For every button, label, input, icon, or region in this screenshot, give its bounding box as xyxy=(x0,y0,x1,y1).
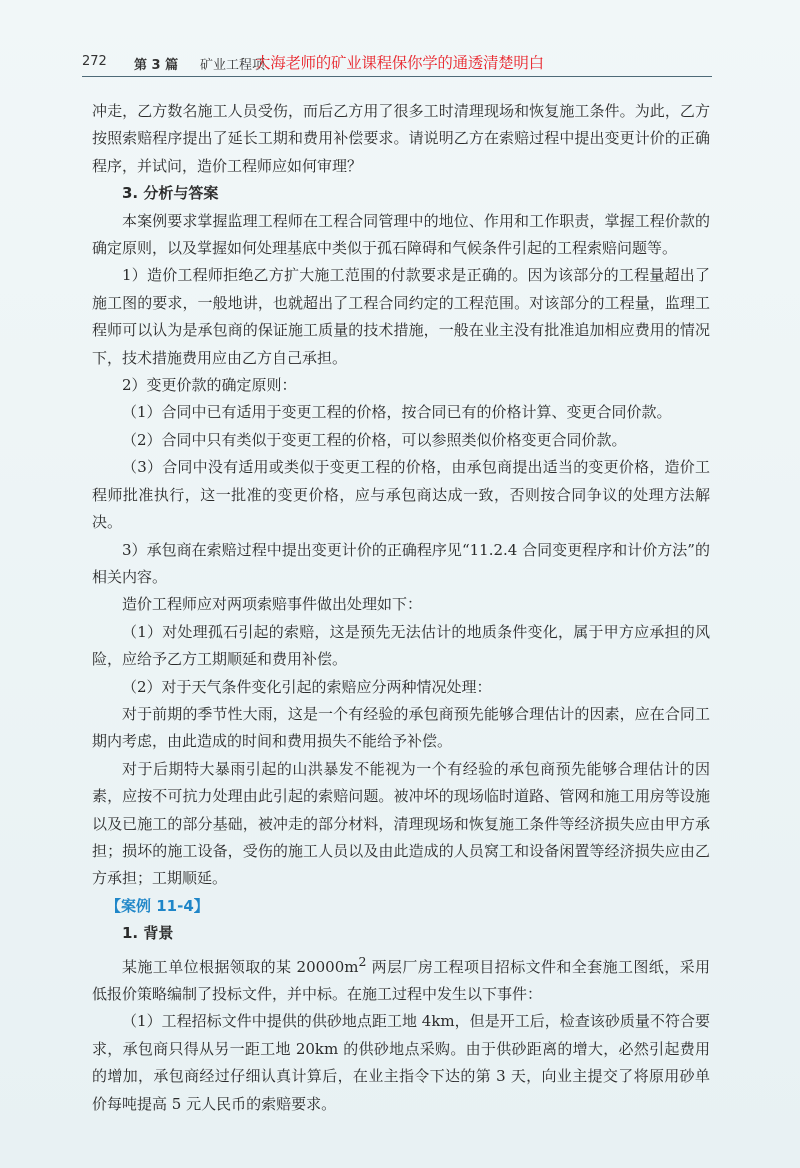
paragraph: （1）工程招标文件中提供的供砂地点距工地 4km，但是开工后，检查该砂质量不符合要求，承包商只得从另一距工地 20km 的供砂地点采购。由于供砂距离的增大，必然引起费用的增加，承包商经过仔细认真计算后，在业主指令下达的第 3 天，向业主提交了将原用砂单价每吨提高 5 元人民币的索赔要求。 xyxy=(92,1012,710,1113)
page-number: 272 xyxy=(82,54,107,69)
paragraph: （1）合同中已有适用于变更工程的价格，按合同已有的价格计算、变更合同价款。 xyxy=(122,403,672,422)
part-label: 第 3 篇 xyxy=(134,58,179,73)
paragraph: 3）承包商在索赔过程中提出变更计价的正确程序见“11.2.4 合同变更程序和计价方法”的相关内容。 xyxy=(92,540,710,586)
paragraph: 2）变更价款的确定原则： xyxy=(122,376,297,395)
paragraph: （3）合同中没有适用或类似于变更工程的价格，由承包商提出适当的变更价格，造价工程师批准执行，这一批准的变更价格，应与承包商达成一致，否则按合同争议的处理方法解决。 xyxy=(92,458,710,532)
paragraph: （1）对处理孤石引起的索赔，这是预先无法估计的地质条件变化，属于甲方应承担的风险，应给予乙方工期顺延和费用补偿。 xyxy=(92,622,710,669)
paragraph: 对于前期的季节性大雨，这是一个有经验的承包商预先能够合理估计的因素，应在合同工期内考虑，由此造成的时间和费用损失不能给予补偿。 xyxy=(92,704,710,751)
paragraph: （2）对于天气条件变化引起的索赔应分两种情况处理： xyxy=(122,677,492,696)
heading-analysis: 3. 分析与答案 xyxy=(122,184,219,203)
paragraph-intro: 冲走，乙方数名施工人员受伤，而后乙方用了很多工时清理现场和恢复施工条件。为此，乙方按照索赔程序提出了延长工期和费用补偿要求。请说明乙方在索赔过程中提出变更计价的正确程序，并试问，造价工程师应如何审理？ xyxy=(92,102,710,175)
paragraph: 1）造价工程师拒绝乙方扩大施工范围的付款要求是正确的。因为该部分的工程量超出了施工图的要求，一般地讲，也就超出了工程合同约定的工程范围。对该部分的工程量，监理工程师可以认为是承包商的保证施工质量的技术措施，一般在业主没有批准追加相应费用的情况下，技术措施费用应由乙方自己承担。 xyxy=(92,266,710,367)
watermark-text: 大海老师的矿业课程保你学的通透清楚明白 xyxy=(255,54,544,72)
superscript: 2 xyxy=(358,953,367,969)
paragraph: 本案例要求掌握监理工程师在工程合同管理中的地位、作用和工作职责，掌握工程价款的确定原则，以及掌握如何处理基底中类似于孤石障碍和气候条件引起的工程索赔问题等。 xyxy=(92,211,710,258)
text-run: 两层厂房工程项目招标文件和全套施工图纸，采用低报价策略编制了投标文件，并中标。在施工过程中发生以下事件： xyxy=(92,957,710,1003)
paragraph: 对于后期特大暴雨引起的山洪暴发不能视为一个有经验的承包商预先能够合理估计的因素，应按不可抗力处理由此引起的索赔问题。被冲坏的现场临时道路、管网和施工用房等设施以及已施工的部分基础，被冲走的部分材料，清理现场和恢复施工条件等经济损失应由甲方承担；损坏的施工设备，受伤的施工人员以及由此造成的人员窝工和设备闲置等经济损失应由乙方承担；工期顺延。 xyxy=(92,759,710,888)
heading-background: 1. 背景 xyxy=(122,924,174,943)
text-run: 某施工单位根据领取的某 20000m xyxy=(122,957,359,976)
body-text xyxy=(92,98,710,1118)
case-label: 【案例 11-4】 xyxy=(106,896,209,915)
paragraph: （2）合同中只有类似于变更工程的价格，可以参照类似价格变更合同价款。 xyxy=(122,430,627,449)
paragraph-background xyxy=(92,948,710,1009)
book-title: 矿业工程项 xyxy=(200,58,266,73)
paragraph: 造价工程师应对两项索赔事件做出处理如下： xyxy=(122,595,423,614)
